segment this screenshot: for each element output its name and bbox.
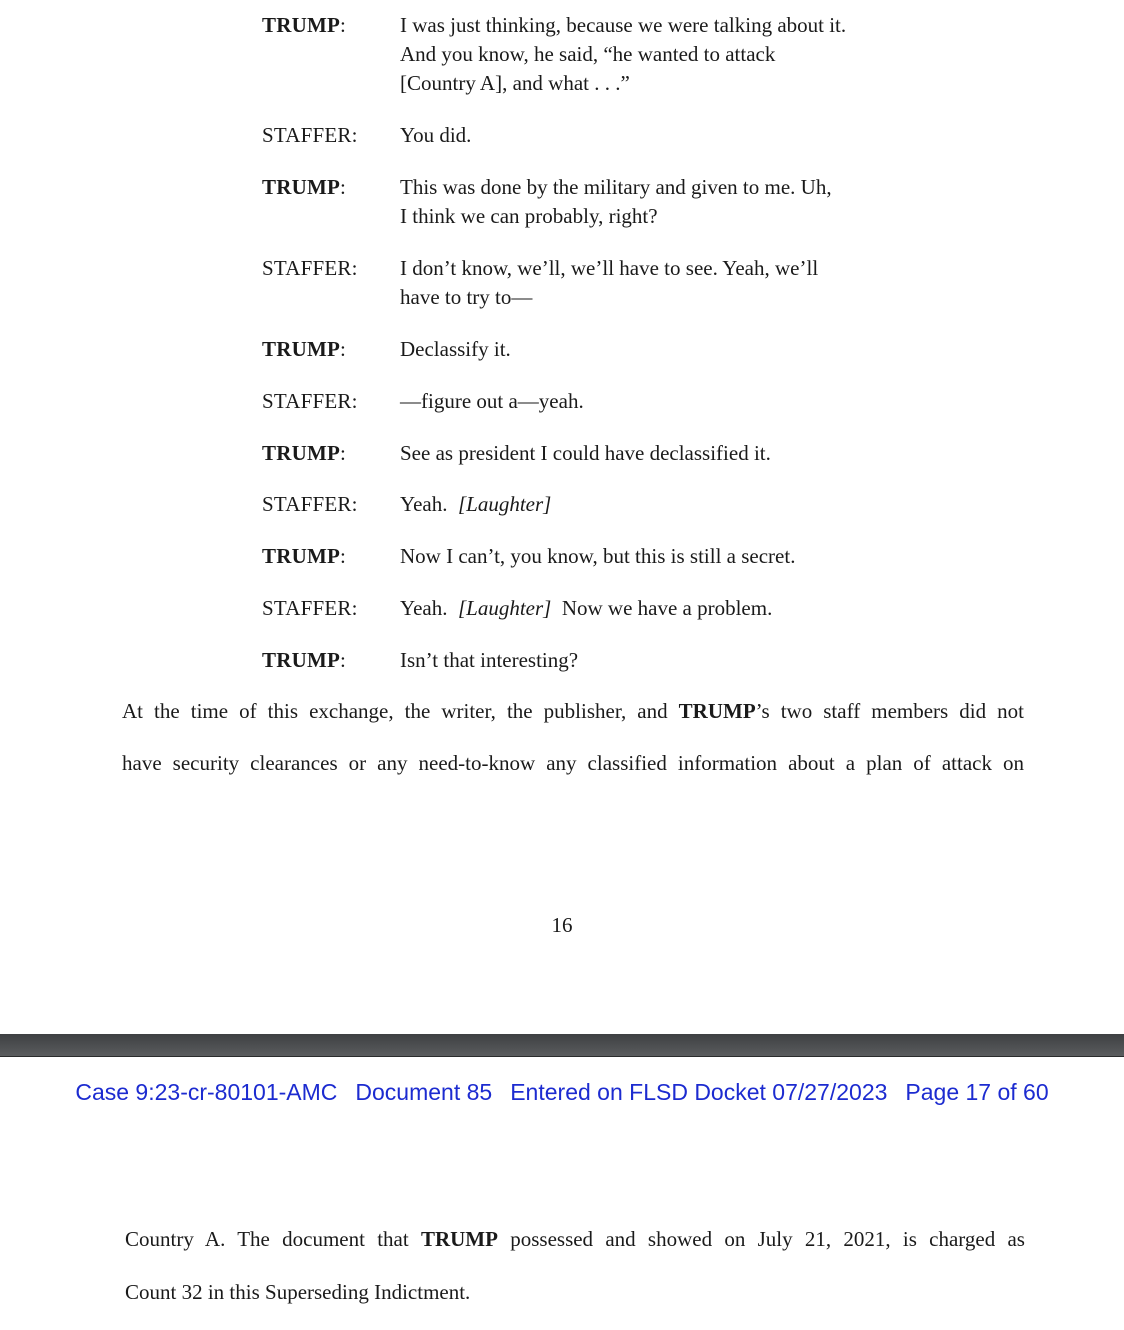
- stage-direction: [Laughter]: [457, 596, 552, 620]
- speech-text: I was just thinking, because we were talking about it. And you know, he said, “he wanted to attack [Country A], and what . . .”: [400, 13, 847, 95]
- page-number: 16: [551, 913, 573, 937]
- stage-direction: [Laughter]: [457, 492, 552, 516]
- speech-text: Declassify it.: [400, 337, 511, 361]
- speech-text: Isn’t that interesting?: [400, 648, 579, 672]
- speech-text: Now I can’t, you know, but this is still a secret.: [400, 544, 796, 568]
- body-paragraph-line: have security clearances or any need-to-know any classified information about a plan of attack on: [122, 751, 1024, 775]
- speaker-label: STAFFER:: [262, 256, 358, 280]
- docket-header: [0, 1077, 1124, 1107]
- speaker-label: TRUMP:: [262, 648, 347, 672]
- speaker-label: TRUMP:: [262, 337, 347, 361]
- speaker-label: STAFFER:: [262, 123, 358, 147]
- body-paragraph-line: Count 32 in this Superseding Indictment.: [125, 1280, 471, 1304]
- docket-entry-date: Entered on FLSD Docket 07/27/2023: [510, 1079, 888, 1105]
- speaker-label: STAFFER:: [262, 596, 358, 620]
- speech-text: I don’t know, we’ll, we’ll have to see. Yeah, we’ll have to try to—: [400, 256, 819, 309]
- speech-text: You did.: [400, 123, 472, 147]
- document-number: Document 85: [355, 1079, 493, 1105]
- speech-text: See as president I could have declassified it.: [400, 441, 771, 465]
- speaker-label: TRUMP:: [262, 13, 347, 37]
- speech-text: Yeah. [Laughter] Now we have a problem.: [400, 596, 773, 620]
- speech-text: —figure out a—yeah.: [400, 389, 584, 413]
- speech-text: Yeah. [Laughter]: [400, 492, 552, 516]
- speaker-label: STAFFER:: [262, 492, 358, 516]
- speaker-label: TRUMP:: [262, 441, 347, 465]
- speaker-label: TRUMP:: [262, 544, 347, 568]
- speaker-label: TRUMP:: [262, 175, 347, 199]
- page-divider: [0, 1034, 1124, 1057]
- speech-text: This was done by the military and given to me. Uh, I think we can probably, right?: [400, 175, 832, 228]
- page-count: Page 17 of 60: [905, 1079, 1049, 1105]
- body-paragraph-line: Country A. The document that TRUMP possessed and showed on July 21, 2021, is charged as: [125, 1227, 1025, 1251]
- speaker-label: STAFFER:: [262, 389, 358, 413]
- body-paragraph-line: At the time of this exchange, the writer, the publisher, and TRUMP’s two staff members did not: [122, 699, 1024, 723]
- case-number: Case 9:23-cr-80101-AMC: [75, 1079, 338, 1105]
